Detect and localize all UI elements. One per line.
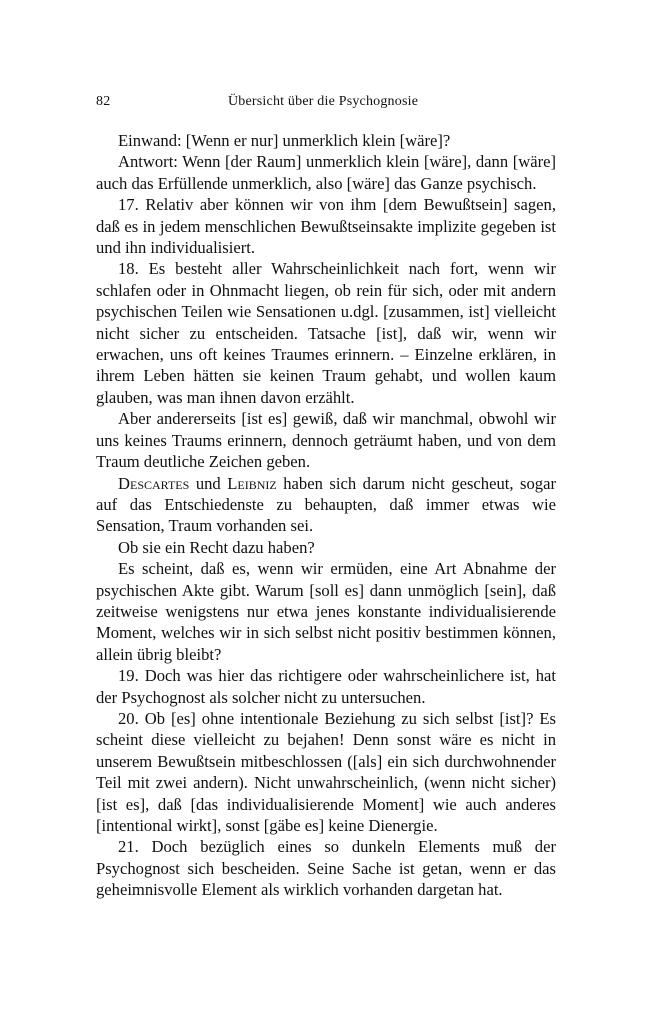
body-text xyxy=(96,130,556,901)
book-page xyxy=(96,94,556,901)
paragraph-20: 20. Ob [es] ohne intentionale Beziehung zu sich selbst [ist]? Es scheint diese vielleicht zu bejahen! Denn sonst wäre es nicht in unserem Bewußtsein mitbeschlossen ([als] ein sich durchwohnender Teil mit zwei andern). Nicht unwahrscheinlich, (wenn nicht sicher) [ist es], daß [das individualisierende Moment] wie auch anderes [intentional wirkt], sonst [gäbe es] keine Dienergie. xyxy=(96,708,556,835)
paragraph-18: 18. Es besteht aller Wahrscheinlichkeit nach fort, wenn wir schlafen oder in Ohnmacht liegen, ob rein für sich, oder mit andern psychischen Teilen wie Sensationen u.dgl. [zusammen, ist] vielleicht nicht sicher zu entscheiden. Tatsache [ist], daß wir, wenn wir erwachen, uns oft keines Traumes erinnern. – Einzelne erklären, in ihrem Leben hätten sie keinen Traum gehabt, und wollen kaum glauben, was man ihnen davon erzählt. xyxy=(96,259,556,407)
paragraph-17: 17. Relativ aber können wir von ihm [dem Bewußtsein] sagen, daß es in jedem menschlichen Bewußtseinsakte implizite gegeben ist und ihn individualisiert. xyxy=(96,195,556,258)
name-connector: und xyxy=(189,473,228,493)
paragraph-recht-frage: Ob sie ein Recht dazu haben? xyxy=(118,537,315,557)
paragraph-descartes-leibniz-rest: haben sich darum nicht gescheut, sogar auf das Entschiedenste zu behaupten, daß immer etwas wie Sensation, Traum vorhanden sei. xyxy=(96,473,556,536)
paragraph-19: 19. Doch was hier das richtigere oder wahrscheinlichere ist, hat der Psychognost als solcher nicht zu untersuchen. xyxy=(96,666,556,707)
paragraph-21: 21. Doch bezüglich eines so dunkeln Elements muß der Psychognost sich bescheiden. Seine Sache ist getan, wenn er das geheimnisvolle Element als wirklich vorhanden dargetan hat. xyxy=(96,837,556,900)
paragraph-aber-andererseits: Aber andererseits [ist es] gewiß, daß wir manchmal, obwohl wir uns keines Traums erinnern, dennoch geträumt haben, und von dem Traum deutliche Zeichen geben. xyxy=(96,409,556,472)
paragraph-antwort: Antwort: Wenn [der Raum] unmerklich klein [wäre], dann [wäre] auch das Erfüllende unmerklich, also [wäre] das Ganze psychisch. xyxy=(96,152,556,193)
paragraph-einwand: Einwand: [Wenn er nur] unmerklich klein [wäre]? xyxy=(118,131,451,150)
paragraph-ermueden: Es scheint, daß es, wenn wir ermüden, eine Art Abnahme der psychischen Akte gibt. Warum [soll es] dann unmöglich [sein], daß zeitweise wenigstens nur etwa jenes konstante individualisierende Moment, welches wir in sich selbst nicht positiv bestimmen können, allein übrig bleibt? xyxy=(96,559,556,664)
paragraph-descartes-leibniz xyxy=(96,473,556,537)
running-title: Übersicht über die Psychognosie xyxy=(228,94,419,109)
page-number: 82 xyxy=(96,94,111,109)
author-name-leibniz: Leibniz xyxy=(227,473,277,493)
author-name-descartes: Descartes xyxy=(118,473,190,493)
running-head xyxy=(96,94,556,116)
